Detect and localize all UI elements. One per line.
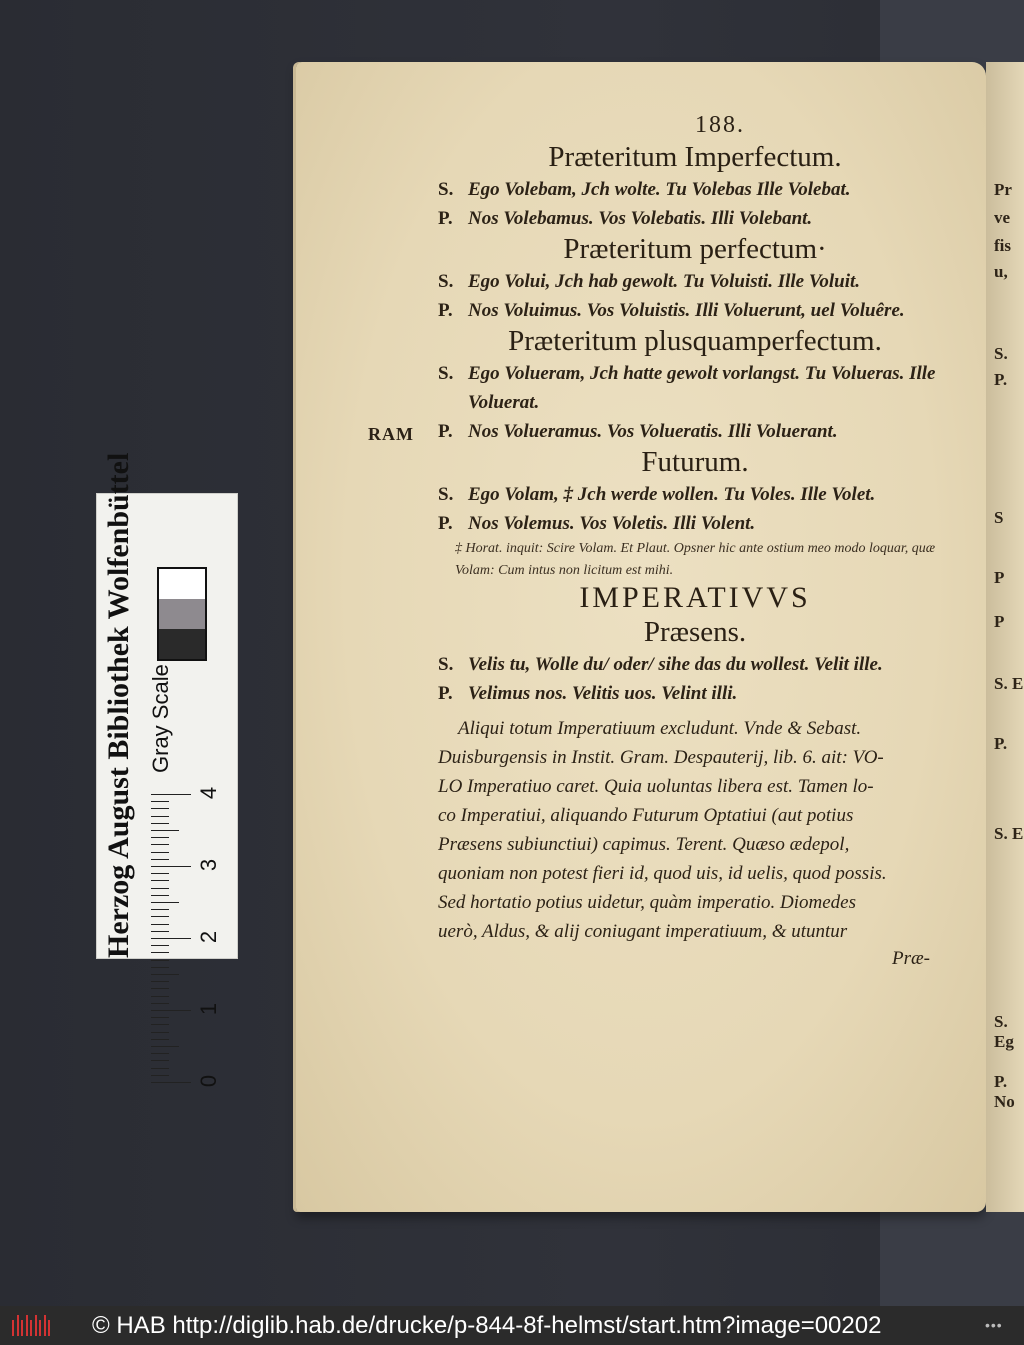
- ruler-tick: [151, 1003, 169, 1004]
- conjugation-row: [360, 480, 970, 509]
- ruler-tick: [151, 974, 179, 975]
- paragraph-line: quoniam non potest fieri id, quod uis, id uelis, quod possis.: [438, 863, 887, 884]
- paragraph-line: Sed hortatio potius uidetur, quàm imperatio. Diomedes: [438, 892, 856, 913]
- heading-imperfect: Præteritum Imperfectum.: [548, 141, 842, 173]
- ruler-tick: [151, 823, 169, 824]
- row-text: Nos Volebamus. Vos Volebatis. Illi Volebant.: [468, 208, 813, 229]
- scale-bar-title: Herzog August Bibliothek Wolfenbüttel: [102, 452, 135, 958]
- row-label: S.: [438, 363, 454, 384]
- facing-text: P: [994, 568, 1005, 587]
- footnote: ‡ Horat. inquit: Scire Volam. Et Plaut. Opsner hic ante ostium meo modo loquar, quæ Volam: Cum intus non licitum est mihi.: [455, 541, 936, 578]
- ruler-number: 2: [196, 930, 222, 944]
- ruler-tick: [151, 960, 169, 961]
- ruler-tick: [151, 967, 169, 968]
- ruler-tick: [151, 1032, 169, 1033]
- facing-text: u,: [994, 262, 1008, 281]
- conjugation-row: [360, 204, 970, 233]
- row-text: Ego Volam, ‡ Jch werde wollen. Tu Voles. Ille Volet.: [468, 484, 876, 505]
- facing-text: P. No: [994, 1072, 1015, 1111]
- heading-imperative: IMPERATIVVS: [579, 581, 811, 614]
- paragraph-line: uerò, Aldus, & alij coniugant imperatiuum, & utuntur: [438, 921, 848, 942]
- facing-text: ve: [994, 208, 1011, 227]
- row-label: P.: [438, 208, 453, 229]
- ruler-tick: [151, 916, 169, 917]
- facing-text: Pr: [994, 180, 1012, 199]
- ruler-tick: [151, 988, 169, 989]
- row-label: S.: [438, 484, 454, 505]
- heading-pluperfect: Præteritum plusquamperfectum.: [508, 325, 882, 357]
- ruler-tick: [151, 902, 179, 903]
- logo-bar: [17, 1315, 19, 1336]
- row-label: P.: [438, 421, 453, 442]
- ruler-tick: [151, 816, 169, 817]
- row-text: Ego Volueram, Jch hatte gewolt vorlangst. Tu Volueras. Ille Voluerat.: [468, 363, 936, 413]
- ruler-tick: [151, 873, 169, 874]
- ruler-tick: [151, 859, 169, 860]
- logo-bar: [21, 1320, 23, 1336]
- ruler-tick: [151, 981, 169, 982]
- heading-present: Præsens.: [643, 616, 747, 648]
- paragraph-line: Duisburgensis in Instit. Gram. Despauterij, lib. 6. ait: VO-: [438, 747, 884, 768]
- ruler-tick: [151, 837, 169, 838]
- facing-text: S. Eg: [994, 1012, 1014, 1051]
- logo-bar: [35, 1315, 37, 1336]
- ruler-tick: [151, 1039, 169, 1040]
- footer-copyright-url[interactable]: © HAB http://diglib.hab.de/drucke/p-844-8f-helmst/start.htm?image=00202: [92, 1312, 882, 1339]
- ruler-number: 0: [196, 1074, 222, 1088]
- ruler-tick: [151, 1068, 169, 1069]
- row-text: Nos Volemus. Vos Voletis. Illi Volent.: [468, 513, 756, 534]
- ruler-tick: [151, 931, 169, 932]
- facing-text: S: [994, 508, 1004, 527]
- footer-bar: [0, 1306, 1024, 1345]
- row-label: P.: [438, 300, 453, 321]
- row-label: S.: [438, 271, 454, 292]
- ruler-tick: [151, 895, 169, 896]
- ruler-tick: [151, 952, 169, 953]
- ruler-tick: [151, 1082, 191, 1083]
- facing-text: S.: [994, 344, 1008, 363]
- ruler-tick: [151, 801, 169, 802]
- hab-logo-icon: [12, 1315, 52, 1336]
- conjugation-row: [360, 679, 970, 708]
- ruler-tick: [151, 1010, 191, 1011]
- ruler-tick: [151, 945, 169, 946]
- ruler-tick: [151, 1017, 169, 1018]
- row-label: P.: [438, 513, 453, 534]
- ruler-tick: [151, 1060, 169, 1061]
- row-label: P.: [438, 683, 453, 704]
- paragraph-line: Aliqui totum Imperatiuum excludunt. Vnde & Sebast.: [458, 718, 862, 739]
- ruler-tick: [151, 1046, 179, 1047]
- row-label: S.: [438, 179, 454, 200]
- row-text: Ego Volui, Jch hab gewolt. Tu Voluisti. Ille Voluit.: [468, 271, 861, 292]
- heading-perfect: Præteritum perfectum·: [563, 233, 827, 265]
- paragraph-line: LO Imperatiuo caret. Quia uoluntas libera est. Tamen lo-: [438, 776, 874, 797]
- conjugation-row: [360, 296, 970, 325]
- margin-note: RAM: [368, 424, 414, 444]
- page-content: [360, 112, 970, 972]
- logo-bar: [48, 1320, 50, 1336]
- logo-bar: [30, 1320, 32, 1336]
- facing-text: P.: [994, 734, 1008, 753]
- facing-text: P: [994, 612, 1005, 631]
- conjugation-row: [360, 417, 970, 446]
- catchword: Præ-: [892, 948, 930, 969]
- page-number: 188.: [695, 112, 745, 138]
- gray-swatch: [159, 599, 205, 629]
- facing-text: S. E: [994, 674, 1024, 693]
- row-label: S.: [438, 654, 454, 675]
- ruler-tick: [151, 924, 169, 925]
- ruler-tick: [151, 888, 169, 889]
- ruler-tick: [151, 938, 191, 939]
- facing-text: S. E: [994, 824, 1024, 843]
- conjugation-row: [360, 267, 970, 296]
- ruler-tick: [151, 866, 191, 867]
- paragraph-line: Præsens subiunctiui) capimus. Terent. Quæso ædepol,: [438, 834, 850, 855]
- white-swatch: [159, 569, 205, 599]
- row-text: Nos Volueramus. Vos Volueratis. Illi Voluerant.: [468, 421, 838, 442]
- gray-scale-label: Gray Scale: [148, 664, 173, 773]
- gray-swatches: [157, 567, 207, 661]
- logo-bar: [39, 1320, 41, 1336]
- ruler-tick: [151, 909, 169, 910]
- row-text: Ego Volebam, Jch wolte. Tu Volebas Ille Volebat.: [468, 179, 851, 200]
- paragraph-line: co Imperatiui, aliquando Futurum Optatiui (aut potius: [438, 805, 854, 826]
- ruler-tick: [151, 1075, 169, 1076]
- logo-bar: [44, 1315, 46, 1336]
- ruler-tick: [151, 880, 169, 881]
- facing-text: fis: [994, 236, 1011, 255]
- row-text: Velis tu, Wolle du/ oder/ sihe das du wollest. Velit ille.: [468, 654, 883, 675]
- logo-bar: [26, 1315, 28, 1336]
- ruler-tick: [151, 830, 179, 831]
- row-text: Velimus nos. Velitis uos. Velint illi.: [468, 683, 738, 704]
- ruler-tick: [151, 996, 169, 997]
- conjugation-row: [360, 175, 970, 204]
- body-paragraph: [360, 714, 970, 946]
- black-swatch: [159, 629, 205, 659]
- ruler-number: 1: [196, 1002, 222, 1016]
- conjugation-row: [360, 509, 970, 538]
- ruler-tick: [151, 794, 191, 795]
- ruler-number: 3: [196, 858, 222, 872]
- logo-bar: [12, 1320, 14, 1336]
- more-icon[interactable]: •••: [985, 1317, 1003, 1333]
- facing-text: P.: [994, 370, 1008, 389]
- row-text: Nos Voluimus. Vos Voluistis. Illi Voluerunt, uel Voluêre.: [468, 300, 905, 321]
- heading-future: Futurum.: [641, 446, 749, 478]
- ruler-tick: [151, 1024, 169, 1025]
- ruler-tick: [151, 844, 169, 845]
- facing-page-fragment: [986, 62, 1024, 1212]
- ruler-tick: [151, 808, 169, 809]
- conjugation-row: [360, 359, 970, 417]
- ruler: [151, 788, 221, 1088]
- conjugation-row: [360, 650, 970, 679]
- ruler-tick: [151, 1053, 169, 1054]
- ruler-tick: [151, 852, 169, 853]
- ruler-number: 4: [196, 786, 222, 800]
